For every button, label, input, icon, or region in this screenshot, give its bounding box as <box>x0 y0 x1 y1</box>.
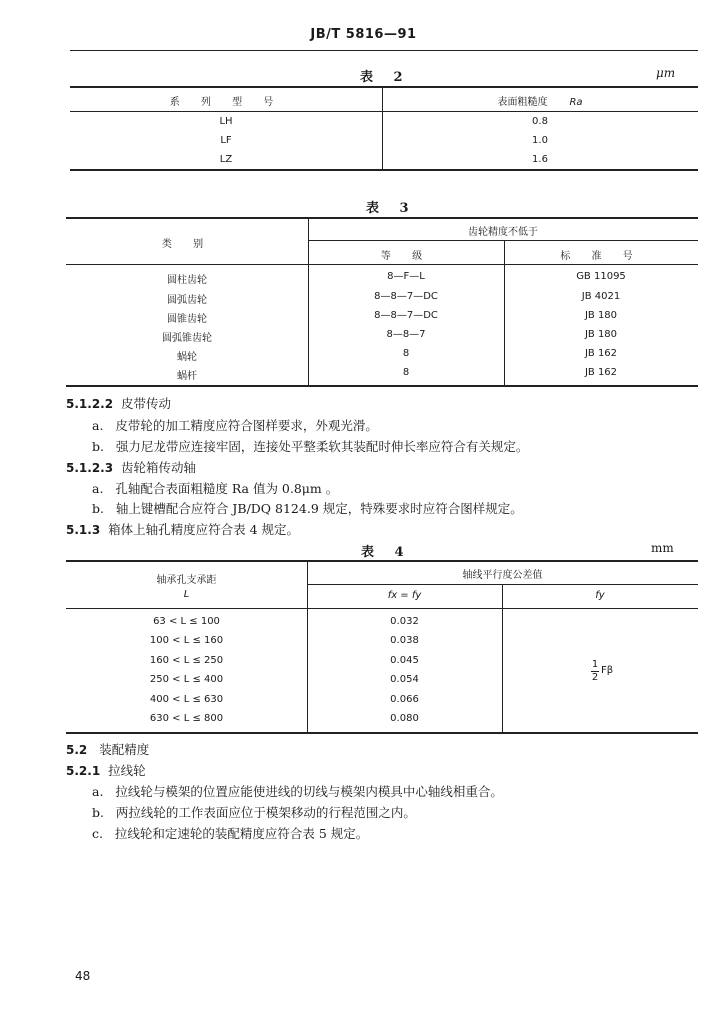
list-item: b. 两拉线轮的工作表面应位于模架移动的行程范围之内。 <box>92 805 416 820</box>
section-521-heading: 5.2.1 拉线轮 <box>66 763 146 778</box>
table-row: 圆锥齿轮 <box>167 314 207 325</box>
table-row: 0.066 <box>390 694 419 705</box>
table3-col-standard-header: 标 准 号 <box>560 251 642 262</box>
table-row: 160 < L ≤ 250 <box>149 655 224 666</box>
table-row: 0.045 <box>390 655 419 666</box>
table-row: 0.054 <box>390 674 419 685</box>
section-5122-heading: 5.1.2.2 皮带传动 <box>66 396 172 411</box>
table-row: JB 162 <box>584 367 618 378</box>
table-row: 圆弧齿轮 <box>167 295 207 306</box>
table-row: 8—F—L <box>387 271 425 282</box>
table-row: 蜗轮 <box>177 352 197 363</box>
table-row: 0.038 <box>390 635 419 646</box>
table4-col-fx-header: fx = fy <box>387 590 422 601</box>
table3-col-grade-header: 等 级 <box>380 251 432 262</box>
list-item: a. 皮带轮的加工精度应符合图样要求，外观光滑。 <box>92 418 378 433</box>
table4-fy-value: 1 2 Fβ <box>591 659 614 683</box>
table4-unit: mm <box>651 541 674 555</box>
table2-col-ra-header: 表面粗糙度 Ra <box>497 97 583 108</box>
table4-col-fy-header: fy <box>595 590 605 601</box>
table3-caption: 表 3 <box>366 201 417 216</box>
table-row: 1.0 <box>532 135 548 146</box>
document-code-header: JB/T 5816—91 <box>310 27 417 42</box>
table-row: 630 < L ≤ 800 <box>149 713 224 724</box>
table-row: 63 < L ≤ 100 <box>153 616 220 627</box>
list-item: b. 强力尼龙带应连接牢固，连接处平整柔软其装配时伸长率应符合有关规定。 <box>92 439 529 454</box>
table3-col-category-header: 类 别 <box>161 239 213 250</box>
section-513-heading: 5.1.3 箱体上轴孔精度应符合表 4 规定。 <box>66 522 300 537</box>
section-5123-heading: 5.1.2.3 齿轮箱传动轴 <box>66 460 197 475</box>
table-row: 0.8 <box>532 116 548 127</box>
table4-group-header: 轴线平行度公差值 <box>462 570 543 581</box>
table-row: JB 4021 <box>581 291 621 302</box>
table-row: 8—8—7 <box>386 329 426 340</box>
table2-col-model-header: 系 列 型 号 <box>169 97 283 108</box>
list-item: c. 拉线轮和定速轮的装配精度应符合表 5 规定。 <box>92 826 369 841</box>
table-row: LZ <box>219 154 233 165</box>
section-52-heading: 5.2 装配精度 <box>66 742 150 757</box>
table-row: 100 < L ≤ 160 <box>149 635 224 646</box>
table-row: 8—8—7—DC <box>374 310 438 321</box>
table-row: 8 <box>402 367 410 378</box>
table4-col-distance-header: 轴承孔支承距 <box>156 575 217 586</box>
table-row: 圆弧锥齿轮 <box>162 333 212 344</box>
table-row: 250 < L ≤ 400 <box>149 674 224 685</box>
page-number: 48 <box>75 969 91 983</box>
header-rule <box>70 50 698 51</box>
table-row: 8—8—7—DC <box>374 291 438 302</box>
list-item: a. 拉线轮与模架的位置应能使进线的切线与模架内模具中心轴线相重合。 <box>92 784 503 799</box>
table-row: 0.080 <box>390 713 419 724</box>
table-row: 1.6 <box>532 154 548 165</box>
table-row: JB 180 <box>584 329 618 340</box>
table-row: 圆柱齿轮 <box>167 275 207 286</box>
table-row: LH <box>219 116 233 127</box>
list-item: a. 孔轴配合表面粗糙度 Ra 值为 0.8μm 。 <box>92 481 339 496</box>
table-row: GB 11095 <box>576 271 626 282</box>
table2-unit: μm <box>656 66 676 80</box>
table-row: LF <box>220 135 232 146</box>
table-row: 0.032 <box>390 616 419 627</box>
table-row: JB 180 <box>584 310 618 321</box>
list-item: b. 轴上键槽配合应符合 JB/DQ 8124.9 规定，特殊要求时应符合图样规定。 <box>92 501 523 516</box>
table2-caption: 表 2 <box>360 70 411 85</box>
table-row: 蜗杆 <box>177 371 197 382</box>
table4-col-distance-symbol: L <box>183 589 190 600</box>
table3-group-header: 齿轮精度不低于 <box>468 227 538 238</box>
table4-caption: 表 4 <box>361 545 412 560</box>
table-row: 8 <box>402 348 410 359</box>
table-row: 400 < L ≤ 630 <box>149 694 224 705</box>
table-row: JB 162 <box>584 348 618 359</box>
